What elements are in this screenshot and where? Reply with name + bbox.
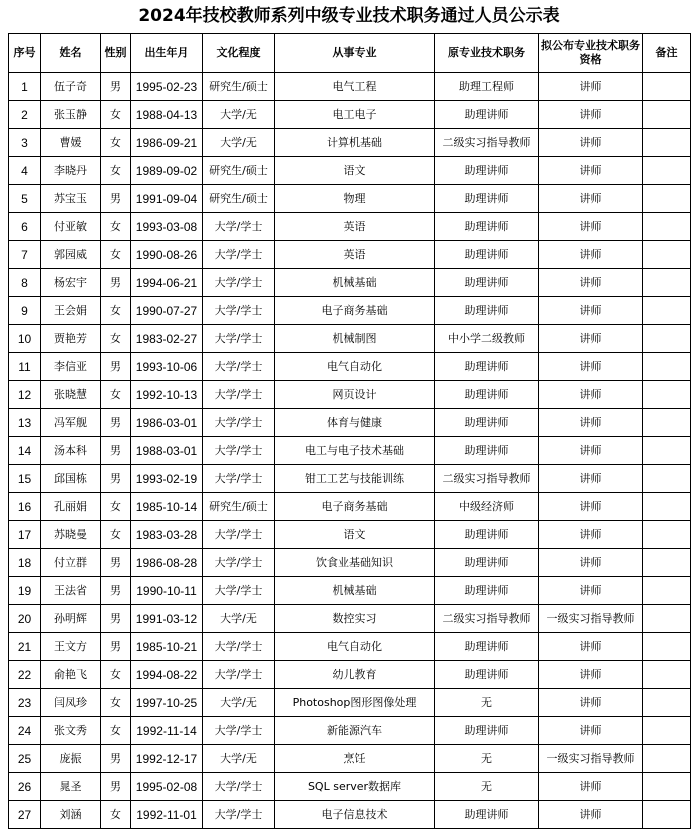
table-row [9, 325, 691, 353]
index-cell: 20 [9, 605, 41, 633]
remarks-cell [643, 381, 691, 409]
gender-cell: 男 [101, 773, 131, 801]
specialty-cell: 电工电子 [275, 101, 435, 129]
original-title-cell: 二级实习指导教师 [435, 465, 539, 493]
remarks-cell [643, 801, 691, 829]
table-row [9, 633, 691, 661]
index-cell: 6 [9, 213, 41, 241]
table-row [9, 437, 691, 465]
original-title-cell: 二级实习指导教师 [435, 129, 539, 157]
original-title-cell: 助理讲师 [435, 409, 539, 437]
index-cell: 10 [9, 325, 41, 353]
education-cell: 大学/学士 [203, 353, 275, 381]
specialty-cell: 物理 [275, 185, 435, 213]
proposed-qualification-cell: 讲师 [539, 521, 643, 549]
remarks-cell [643, 73, 691, 101]
original-title-cell: 助理讲师 [435, 353, 539, 381]
specialty-cell: 语文 [275, 157, 435, 185]
remarks-cell [643, 493, 691, 521]
remarks-cell [643, 745, 691, 773]
specialty-cell: SQL server数据库 [275, 773, 435, 801]
proposed-qualification-cell: 讲师 [539, 73, 643, 101]
gender-cell: 男 [101, 745, 131, 773]
header-remarks: 备注 [643, 34, 691, 73]
header-index: 序号 [9, 34, 41, 73]
birthdate-cell: 1995-02-08 [131, 773, 203, 801]
gender-cell: 男 [101, 437, 131, 465]
specialty-cell: 电气自动化 [275, 633, 435, 661]
specialty-cell: 电气工程 [275, 73, 435, 101]
specialty-cell: 钳工工艺与技能训练 [275, 465, 435, 493]
birthdate-cell: 1990-07-27 [131, 297, 203, 325]
proposed-qualification-cell: 讲师 [539, 185, 643, 213]
specialty-cell: 英语 [275, 213, 435, 241]
original-title-cell: 助理讲师 [435, 633, 539, 661]
gender-cell: 男 [101, 353, 131, 381]
name-cell: 张晓慧 [41, 381, 101, 409]
table-row [9, 465, 691, 493]
original-title-cell: 助理讲师 [435, 521, 539, 549]
proposed-qualification-cell: 讲师 [539, 577, 643, 605]
table-row [9, 241, 691, 269]
education-cell: 大学/无 [203, 605, 275, 633]
index-cell: 1 [9, 73, 41, 101]
index-cell: 8 [9, 269, 41, 297]
original-title-cell: 助理讲师 [435, 381, 539, 409]
remarks-cell [643, 325, 691, 353]
education-cell: 大学/无 [203, 129, 275, 157]
specialty-cell: 计算机基础 [275, 129, 435, 157]
original-title-cell: 助理讲师 [435, 661, 539, 689]
education-cell: 大学/无 [203, 689, 275, 717]
table-row [9, 157, 691, 185]
remarks-cell [643, 185, 691, 213]
original-title-cell: 二级实习指导教师 [435, 605, 539, 633]
index-cell: 3 [9, 129, 41, 157]
table-row [9, 129, 691, 157]
original-title-cell: 助理讲师 [435, 577, 539, 605]
remarks-cell [643, 633, 691, 661]
gender-cell: 女 [101, 521, 131, 549]
original-title-cell: 助理讲师 [435, 213, 539, 241]
birthdate-cell: 1991-09-04 [131, 185, 203, 213]
name-cell: 李信亚 [41, 353, 101, 381]
specialty-cell: 电子信息技术 [275, 801, 435, 829]
index-cell: 26 [9, 773, 41, 801]
index-cell: 21 [9, 633, 41, 661]
gender-cell: 女 [101, 493, 131, 521]
remarks-cell [643, 101, 691, 129]
gender-cell: 女 [101, 241, 131, 269]
name-cell: 孔丽娟 [41, 493, 101, 521]
index-cell: 12 [9, 381, 41, 409]
name-cell: 付立群 [41, 549, 101, 577]
gender-cell: 男 [101, 549, 131, 577]
index-cell: 5 [9, 185, 41, 213]
name-cell: 王法省 [41, 577, 101, 605]
proposed-qualification-cell: 讲师 [539, 493, 643, 521]
gender-cell: 男 [101, 465, 131, 493]
index-cell: 27 [9, 801, 41, 829]
education-cell: 研究生/硕士 [203, 73, 275, 101]
table-row [9, 661, 691, 689]
original-title-cell: 助理讲师 [435, 157, 539, 185]
education-cell: 大学/学士 [203, 773, 275, 801]
education-cell: 大学/学士 [203, 325, 275, 353]
name-cell: 付亚敏 [41, 213, 101, 241]
gender-cell: 女 [101, 297, 131, 325]
table-row [9, 745, 691, 773]
table-row [9, 801, 691, 829]
name-cell: 晁圣 [41, 773, 101, 801]
gender-cell: 女 [101, 801, 131, 829]
gender-cell: 男 [101, 605, 131, 633]
remarks-cell [643, 129, 691, 157]
gender-cell: 男 [101, 633, 131, 661]
education-cell: 大学/学士 [203, 549, 275, 577]
remarks-cell [643, 577, 691, 605]
table-row [9, 381, 691, 409]
index-cell: 4 [9, 157, 41, 185]
proposed-qualification-cell: 讲师 [539, 241, 643, 269]
birthdate-cell: 1992-10-13 [131, 381, 203, 409]
proposed-qualification-cell: 讲师 [539, 129, 643, 157]
original-title-cell: 助理讲师 [435, 437, 539, 465]
index-cell: 18 [9, 549, 41, 577]
original-title-cell: 助理工程师 [435, 73, 539, 101]
birthdate-cell: 1985-10-14 [131, 493, 203, 521]
proposed-qualification-cell: 讲师 [539, 717, 643, 745]
proposed-qualification-cell: 讲师 [539, 465, 643, 493]
specialty-cell: 语文 [275, 521, 435, 549]
index-cell: 15 [9, 465, 41, 493]
birthdate-cell: 1988-03-01 [131, 437, 203, 465]
gender-cell: 女 [101, 129, 131, 157]
header-name: 姓名 [41, 34, 101, 73]
education-cell: 大学/无 [203, 745, 275, 773]
specialty-cell: 电气自动化 [275, 353, 435, 381]
header-original-title: 原专业技术职务 [435, 34, 539, 73]
table-row [9, 353, 691, 381]
birthdate-cell: 1986-09-21 [131, 129, 203, 157]
birthdate-cell: 1991-03-12 [131, 605, 203, 633]
table-row [9, 773, 691, 801]
index-cell: 16 [9, 493, 41, 521]
birthdate-cell: 1983-02-27 [131, 325, 203, 353]
education-cell: 大学/学士 [203, 521, 275, 549]
specialty-cell: Photoshop图形图像处理 [275, 689, 435, 717]
name-cell: 汤本科 [41, 437, 101, 465]
name-cell: 闫凤珍 [41, 689, 101, 717]
education-cell: 大学/学士 [203, 437, 275, 465]
education-cell: 大学/学士 [203, 577, 275, 605]
index-cell: 11 [9, 353, 41, 381]
birthdate-cell: 1983-03-28 [131, 521, 203, 549]
birthdate-cell: 1993-02-19 [131, 465, 203, 493]
gender-cell: 女 [101, 717, 131, 745]
specialty-cell: 电工与电子技术基础 [275, 437, 435, 465]
header-specialty: 从事专业 [275, 34, 435, 73]
specialty-cell: 电子商务基础 [275, 493, 435, 521]
gender-cell: 女 [101, 157, 131, 185]
original-title-cell: 助理讲师 [435, 185, 539, 213]
proposed-qualification-cell: 讲师 [539, 269, 643, 297]
gender-cell: 女 [101, 213, 131, 241]
remarks-cell [643, 269, 691, 297]
table-row [9, 689, 691, 717]
table-row [9, 101, 691, 129]
header-education: 文化程度 [203, 34, 275, 73]
table-row [9, 577, 691, 605]
specialty-cell: 电子商务基础 [275, 297, 435, 325]
table-row [9, 269, 691, 297]
specialty-cell: 网页设计 [275, 381, 435, 409]
remarks-cell [643, 605, 691, 633]
table-row [9, 493, 691, 521]
remarks-cell [643, 297, 691, 325]
index-cell: 25 [9, 745, 41, 773]
education-cell: 大学/无 [203, 101, 275, 129]
table-row [9, 521, 691, 549]
proposed-qualification-cell: 讲师 [539, 409, 643, 437]
gender-cell: 男 [101, 73, 131, 101]
proposed-qualification-cell: 讲师 [539, 353, 643, 381]
name-cell: 孙明辉 [41, 605, 101, 633]
name-cell: 庞振 [41, 745, 101, 773]
specialty-cell: 体育与健康 [275, 409, 435, 437]
original-title-cell: 无 [435, 745, 539, 773]
original-title-cell: 助理讲师 [435, 241, 539, 269]
proposed-qualification-cell: 讲师 [539, 437, 643, 465]
birthdate-cell: 1992-11-14 [131, 717, 203, 745]
remarks-cell [643, 717, 691, 745]
name-cell: 伍子奇 [41, 73, 101, 101]
birthdate-cell: 1994-06-21 [131, 269, 203, 297]
name-cell: 冯军舰 [41, 409, 101, 437]
gender-cell: 女 [101, 325, 131, 353]
index-cell: 9 [9, 297, 41, 325]
gender-cell: 女 [101, 381, 131, 409]
specialty-cell: 烹饪 [275, 745, 435, 773]
proposed-qualification-cell: 讲师 [539, 801, 643, 829]
header-gender: 性别 [101, 34, 131, 73]
specialty-cell: 数控实习 [275, 605, 435, 633]
specialty-cell: 饮食业基础知识 [275, 549, 435, 577]
proposed-qualification-cell: 讲师 [539, 101, 643, 129]
birthdate-cell: 1985-10-21 [131, 633, 203, 661]
birthdate-cell: 1997-10-25 [131, 689, 203, 717]
proposed-qualification-cell: 一级实习指导教师 [539, 605, 643, 633]
name-cell: 杨宏宇 [41, 269, 101, 297]
remarks-cell [643, 213, 691, 241]
birthdate-cell: 1995-02-23 [131, 73, 203, 101]
table-row [9, 297, 691, 325]
education-cell: 大学/学士 [203, 661, 275, 689]
table-body [9, 73, 691, 829]
gender-cell: 男 [101, 409, 131, 437]
remarks-cell [643, 689, 691, 717]
remarks-cell [643, 409, 691, 437]
name-cell: 刘涵 [41, 801, 101, 829]
name-cell: 贾艳芳 [41, 325, 101, 353]
header-birthdate: 出生年月 [131, 34, 203, 73]
original-title-cell: 助理讲师 [435, 269, 539, 297]
original-title-cell: 无 [435, 689, 539, 717]
proposed-qualification-cell: 讲师 [539, 381, 643, 409]
table-row [9, 549, 691, 577]
birthdate-cell: 1990-10-11 [131, 577, 203, 605]
name-cell: 王文方 [41, 633, 101, 661]
original-title-cell: 助理讲师 [435, 297, 539, 325]
original-title-cell: 无 [435, 773, 539, 801]
education-cell: 大学/学士 [203, 465, 275, 493]
index-cell: 22 [9, 661, 41, 689]
education-cell: 大学/学士 [203, 717, 275, 745]
name-cell: 苏晓曼 [41, 521, 101, 549]
original-title-cell: 助理讲师 [435, 101, 539, 129]
table-row [9, 73, 691, 101]
birthdate-cell: 1992-12-17 [131, 745, 203, 773]
remarks-cell [643, 241, 691, 269]
proposed-qualification-cell: 讲师 [539, 549, 643, 577]
education-cell: 大学/学士 [203, 269, 275, 297]
education-cell: 大学/学士 [203, 409, 275, 437]
name-cell: 张文秀 [41, 717, 101, 745]
original-title-cell: 助理讲师 [435, 717, 539, 745]
birthdate-cell: 1989-09-02 [131, 157, 203, 185]
name-cell: 苏宝玉 [41, 185, 101, 213]
remarks-cell [643, 661, 691, 689]
remarks-cell [643, 521, 691, 549]
education-cell: 大学/学士 [203, 801, 275, 829]
education-cell: 大学/学士 [203, 213, 275, 241]
remarks-cell [643, 465, 691, 493]
education-cell: 大学/学士 [203, 297, 275, 325]
name-cell: 李晓丹 [41, 157, 101, 185]
specialty-cell: 幼儿教育 [275, 661, 435, 689]
proposed-qualification-cell: 讲师 [539, 213, 643, 241]
education-cell: 大学/学士 [203, 381, 275, 409]
birthdate-cell: 1988-04-13 [131, 101, 203, 129]
remarks-cell [643, 773, 691, 801]
birthdate-cell: 1986-08-28 [131, 549, 203, 577]
gender-cell: 男 [101, 185, 131, 213]
birthdate-cell: 1993-10-06 [131, 353, 203, 381]
gender-cell: 女 [101, 661, 131, 689]
original-title-cell: 助理讲师 [435, 549, 539, 577]
education-cell: 研究生/硕士 [203, 157, 275, 185]
specialty-cell: 机械基础 [275, 269, 435, 297]
remarks-cell [643, 549, 691, 577]
remarks-cell [643, 353, 691, 381]
index-cell: 2 [9, 101, 41, 129]
index-cell: 19 [9, 577, 41, 605]
name-cell: 张玉静 [41, 101, 101, 129]
index-cell: 23 [9, 689, 41, 717]
table-row [9, 717, 691, 745]
specialty-cell: 机械制图 [275, 325, 435, 353]
name-cell: 王会娟 [41, 297, 101, 325]
remarks-cell [643, 437, 691, 465]
proposed-qualification-cell: 讲师 [539, 773, 643, 801]
gender-cell: 男 [101, 577, 131, 605]
original-title-cell: 中小学二级教师 [435, 325, 539, 353]
gender-cell: 女 [101, 101, 131, 129]
birthdate-cell: 1990-08-26 [131, 241, 203, 269]
proposed-qualification-cell: 讲师 [539, 689, 643, 717]
index-cell: 24 [9, 717, 41, 745]
birthdate-cell: 1993-03-08 [131, 213, 203, 241]
table-row [9, 605, 691, 633]
index-cell: 13 [9, 409, 41, 437]
original-title-cell: 助理讲师 [435, 801, 539, 829]
name-cell: 曹媛 [41, 129, 101, 157]
name-cell: 郭园威 [41, 241, 101, 269]
gender-cell: 男 [101, 269, 131, 297]
birthdate-cell: 1986-03-01 [131, 409, 203, 437]
specialty-cell: 机械基础 [275, 577, 435, 605]
table-row [9, 185, 691, 213]
index-cell: 17 [9, 521, 41, 549]
education-cell: 研究生/硕士 [203, 185, 275, 213]
name-cell: 邱国栋 [41, 465, 101, 493]
index-cell: 7 [9, 241, 41, 269]
education-cell: 研究生/硕士 [203, 493, 275, 521]
proposed-qualification-cell: 讲师 [539, 661, 643, 689]
gender-cell: 女 [101, 689, 131, 717]
birthdate-cell: 1994-08-22 [131, 661, 203, 689]
proposed-qualification-cell: 一级实习指导教师 [539, 745, 643, 773]
index-cell: 14 [9, 437, 41, 465]
specialty-cell: 新能源汽车 [275, 717, 435, 745]
birthdate-cell: 1992-11-01 [131, 801, 203, 829]
original-title-cell: 中级经济师 [435, 493, 539, 521]
header-proposed-qualification: 拟公布专业技术职务资格 [539, 34, 643, 73]
page-title: 2024年技校教师系列中级专业技术职务通过人员公示表 [138, 6, 560, 26]
remarks-cell [643, 157, 691, 185]
education-cell: 大学/学士 [203, 241, 275, 269]
table-row [9, 409, 691, 437]
proposed-qualification-cell: 讲师 [539, 157, 643, 185]
personnel-table [8, 33, 691, 829]
name-cell: 俞艳飞 [41, 661, 101, 689]
proposed-qualification-cell: 讲师 [539, 325, 643, 353]
education-cell: 大学/学士 [203, 633, 275, 661]
proposed-qualification-cell: 讲师 [539, 633, 643, 661]
table-row [9, 213, 691, 241]
table-header-row [9, 34, 691, 73]
specialty-cell: 英语 [275, 241, 435, 269]
proposed-qualification-cell: 讲师 [539, 297, 643, 325]
